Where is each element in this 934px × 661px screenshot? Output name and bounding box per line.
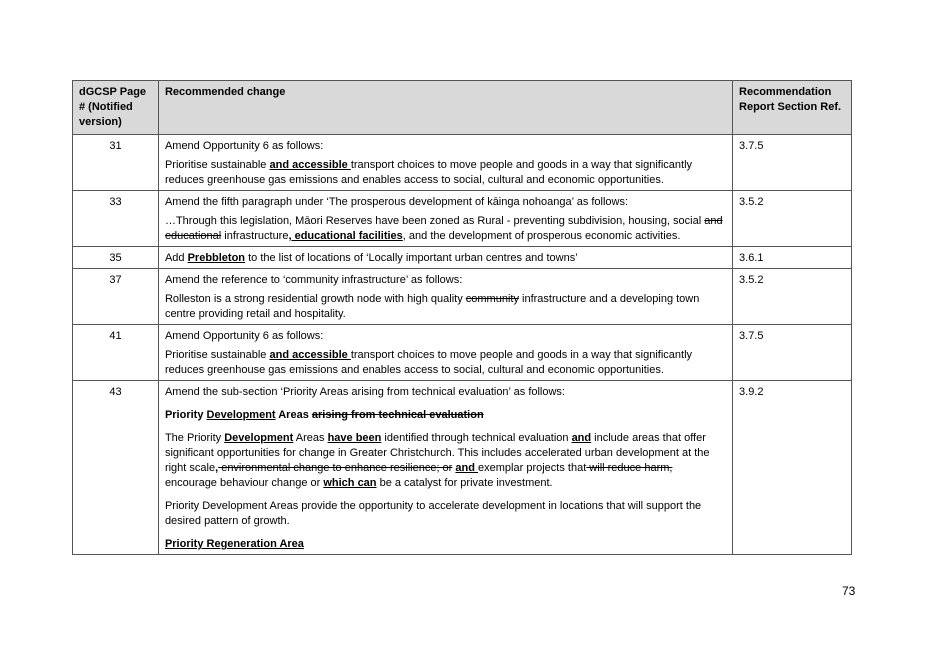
- text-run: identified through technical evaluation: [381, 432, 572, 444]
- deleted-text: community: [465, 293, 519, 305]
- ref-cell: 3.5.2: [733, 269, 852, 325]
- change-cell: [158, 135, 732, 191]
- deleted-text: will reduce harm,: [586, 462, 673, 474]
- text-run: to the list of locations of ‘Locally important urban centres and towns’: [245, 252, 578, 264]
- ref-cell: 3.5.2: [733, 191, 852, 247]
- table-row: [73, 247, 852, 269]
- ref-cell: 3.9.2: [733, 381, 852, 555]
- text-run: transport choices to move people and goods in a way that significantly reduces greenhouse gas emissions and enables access to social, cultural and economic opportunities.: [164, 349, 693, 376]
- table-row: [73, 325, 852, 381]
- page-cell: 33: [73, 191, 159, 247]
- inserted-text: Prebbleton: [187, 252, 246, 264]
- text-run: exemplar projects that: [478, 462, 587, 474]
- change-text: [165, 158, 726, 188]
- change-cell: [158, 191, 732, 247]
- table-row: [73, 191, 852, 247]
- inserted-text: which can: [323, 477, 377, 489]
- change-text: [165, 251, 726, 266]
- text-run: Prioritise sustainable: [164, 349, 270, 361]
- table-row: [73, 135, 852, 191]
- change-intro: Amend the sub-section ‘Priority Areas arising from technical evaluation’ as follows:: [164, 386, 565, 398]
- change-cell: [158, 381, 732, 555]
- table-row: [73, 381, 852, 555]
- text-run: , and the development of prosperous economic activities.: [402, 230, 681, 242]
- text-run: Areas: [293, 432, 328, 444]
- text-run: The Priority: [164, 432, 225, 444]
- header-change: Recommended change: [158, 81, 732, 135]
- inserted-text: , educational facilities: [288, 230, 403, 242]
- page-number: 73: [842, 584, 856, 598]
- text-run: Add: [164, 252, 188, 264]
- inserted-text: Development: [206, 409, 276, 421]
- ref-cell: 3.7.5: [733, 325, 852, 381]
- change-text: [165, 214, 726, 244]
- change-text: [165, 431, 726, 491]
- inserted-text: and accessible: [269, 349, 351, 361]
- inserted-heading: Priority Regeneration Area: [164, 538, 304, 550]
- deleted-text: environmental change to enhance resilience; or: [218, 462, 453, 474]
- text-run: Rolleston is a strong residential growth node with high quality: [164, 293, 466, 305]
- change-cell: [158, 325, 732, 381]
- header-page: dGCSP Page # (Notified version): [73, 81, 159, 135]
- text-run: be a catalyst for private investment.: [376, 477, 553, 489]
- text-run: infrastructure and a developing town centre providing retail and hospitality.: [164, 293, 700, 320]
- text-run: encourage behaviour change or: [164, 477, 324, 489]
- page-cell: 41: [73, 325, 159, 381]
- deleted-text: arising from technical evaluation: [311, 409, 484, 421]
- ref-cell: 3.6.1: [733, 247, 852, 269]
- inserted-text: have been: [327, 432, 382, 444]
- text-run: Priority: [164, 409, 207, 421]
- subsection-heading: [165, 408, 726, 423]
- page-cell: 35: [73, 247, 159, 269]
- change-intro: Amend Opportunity 6 as follows:: [164, 330, 324, 342]
- text-run: include areas that offer significant opportunities for change in Greater Christchurch. This includes accelerated urban development at the right scale: [164, 432, 710, 474]
- change-intro: Amend the reference to ‘community infrastructure’ as follows:: [164, 274, 463, 286]
- inserted-text: and: [571, 432, 592, 444]
- inserted-text: Development: [224, 432, 294, 444]
- change-intro: Amend the fifth paragraph under ‘The prosperous development of kāinga nohoanga’ as follows:: [164, 196, 629, 208]
- change-intro: Amend Opportunity 6 as follows:: [164, 140, 324, 152]
- page-cell: 43: [73, 381, 159, 555]
- change-text: [165, 348, 726, 378]
- inserted-text: ,: [215, 462, 219, 474]
- change-text: [165, 292, 726, 322]
- table-row: [73, 269, 852, 325]
- text-run: Prioritise sustainable: [164, 159, 270, 171]
- header-ref: Recommendation Report Section Ref.: [733, 81, 852, 135]
- deleted-text: and educational: [164, 215, 723, 242]
- text-run: …Through this legislation, Māori Reserves have been zoned as Rural - preventing subdivision, housing, social: [164, 215, 705, 227]
- page-cell: 31: [73, 135, 159, 191]
- change-cell: [158, 269, 732, 325]
- table-header-row: [73, 81, 852, 135]
- ref-cell: 3.7.5: [733, 135, 852, 191]
- text-run: transport choices to move people and goods in a way that significantly reduces greenhouse gas emissions and enables access to social, cultural and economic opportunities.: [164, 159, 693, 186]
- inserted-text: and: [455, 462, 479, 474]
- inserted-text: and accessible: [269, 159, 351, 171]
- change-text: Priority Development Areas provide the opportunity to accelerate development in locations that will support the desired pattern of growth.: [164, 500, 702, 527]
- text-run: Areas: [275, 409, 312, 421]
- text-run: infrastructure: [221, 230, 289, 242]
- recommended-changes-table: [72, 80, 852, 555]
- page-cell: 37: [73, 269, 159, 325]
- change-cell: [158, 247, 732, 269]
